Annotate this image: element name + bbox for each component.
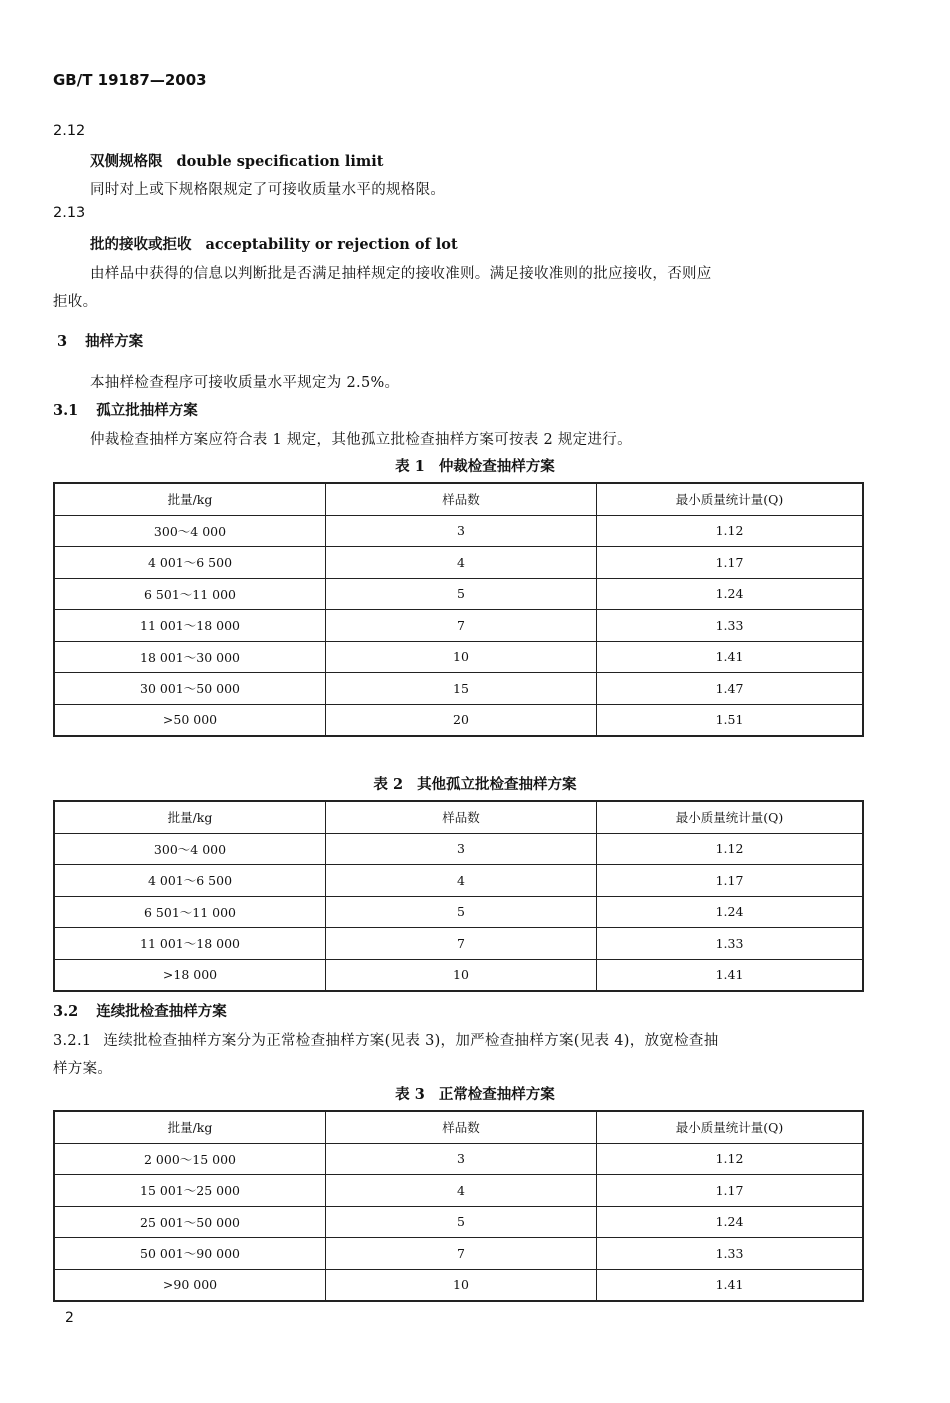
table-cell: 300～4 000 [54, 833, 326, 865]
table-cell: 10 [326, 641, 597, 673]
table-1-number: 表 1 [395, 458, 425, 475]
table-cell: 3 [326, 833, 597, 865]
table-cell: 5 [326, 896, 597, 928]
table-cell: 5 [326, 578, 597, 610]
table-cell: 1.17 [597, 865, 864, 897]
section-3-2-1-text: 连续批检查抽样方案分为正常检查抽样方案(见表 3)，加严检查抽样方案(见表 4)，放宽检查抽 [103, 1033, 719, 1049]
table-row [54, 865, 863, 897]
table-1-title: 仲裁检查抽样方案 [438, 458, 555, 475]
table-cell: 2 000～15 000 [54, 1143, 326, 1175]
table-row [54, 704, 863, 736]
section-2-13-number: 2.13 [53, 205, 86, 221]
section-3-heading [57, 330, 143, 351]
table-cell: >18 000 [54, 959, 326, 991]
column-header: 样品数 [326, 1111, 597, 1143]
table-row [54, 547, 863, 579]
table-cell: 15 001～25 000 [54, 1175, 326, 1207]
table-cell: 3 [326, 1143, 597, 1175]
table-cell: 6 501～11 000 [54, 578, 326, 610]
table-row [54, 610, 863, 642]
table-row [54, 959, 863, 991]
section-3-2-1-line2: 样方案。 [53, 1061, 113, 1077]
table-2-title: 其他孤立批检查抽样方案 [417, 776, 577, 793]
table-cell: 1.17 [597, 547, 864, 579]
table-cell: 1.12 [597, 833, 864, 865]
table-header-row [54, 801, 863, 833]
column-header: 批量/kg [54, 801, 326, 833]
section-3-number: 3 [57, 333, 68, 350]
table-row [54, 1175, 863, 1207]
table-cell: >90 000 [54, 1269, 326, 1301]
table-cell: 6 501～11 000 [54, 896, 326, 928]
section-3-1-number: 3.1 [53, 402, 79, 419]
column-header: 批量/kg [54, 1111, 326, 1143]
table-3 [53, 1110, 864, 1302]
table-cell: 25 001～50 000 [54, 1206, 326, 1238]
table-1-caption [0, 455, 950, 476]
section-3-1-body: 仲裁检查抽样方案应符合表 1 规定，其他孤立批检查抽样方案可按表 2 规定进行。 [90, 432, 632, 448]
table-cell: 1.41 [597, 959, 864, 991]
table-cell: >50 000 [54, 704, 326, 736]
term-en: acceptability or rejection of lot [205, 236, 458, 253]
table-cell: 1.41 [597, 641, 864, 673]
column-header: 样品数 [326, 483, 597, 515]
section-3-2-number: 3.2 [53, 1003, 79, 1020]
document-header: GB/T 19187—2003 [53, 71, 207, 89]
table-cell: 7 [326, 610, 597, 642]
table-row [54, 928, 863, 960]
table-row [54, 673, 863, 705]
table-cell: 7 [326, 928, 597, 960]
table-cell: 4 001～6 500 [54, 547, 326, 579]
table-cell: 18 001～30 000 [54, 641, 326, 673]
table-cell: 1.33 [597, 1238, 864, 1270]
table-3-title: 正常检查抽样方案 [438, 1086, 555, 1103]
table-row [54, 896, 863, 928]
table-2-number: 表 2 [373, 776, 404, 793]
table-row [54, 578, 863, 610]
table-row [54, 1143, 863, 1175]
table-cell: 20 [326, 704, 597, 736]
table-3-caption [0, 1083, 950, 1104]
section-3-title: 抽样方案 [85, 333, 144, 350]
table-cell: 300～4 000 [54, 515, 326, 547]
table-row [54, 833, 863, 865]
table-cell: 1.33 [597, 610, 864, 642]
table-cell: 50 001～90 000 [54, 1238, 326, 1270]
table-cell: 1.51 [597, 704, 864, 736]
table-row [54, 1269, 863, 1301]
table-2-caption [0, 773, 950, 794]
section-3-2-1-number: 3.2.1 [53, 1033, 92, 1049]
section-3-1-title: 孤立批抽样方案 [96, 402, 198, 419]
term-en: double specification limit [176, 153, 384, 170]
table-cell: 1.24 [597, 578, 864, 610]
table-cell: 10 [326, 1269, 597, 1301]
page-number: 2 [65, 1310, 74, 1326]
section-2-13-term [90, 233, 458, 254]
table-cell: 1.33 [597, 928, 864, 960]
table-cell: 4 001～6 500 [54, 865, 326, 897]
section-2-12-term [90, 150, 383, 171]
table-cell: 10 [326, 959, 597, 991]
section-2-12-number: 2.12 [53, 123, 86, 139]
table-cell: 11 001～18 000 [54, 610, 326, 642]
section-3-2-1-line1 [53, 1029, 719, 1050]
section-3-1-heading [53, 399, 198, 420]
table-2 [53, 800, 864, 992]
table-cell: 4 [326, 865, 597, 897]
table-row [54, 1206, 863, 1238]
term-cn: 批的接收或拒收 [90, 236, 192, 253]
column-header: 最小质量统计量(Q) [597, 483, 864, 515]
table-cell: 11 001～18 000 [54, 928, 326, 960]
table-row [54, 641, 863, 673]
section-3-2-heading [53, 1000, 227, 1021]
table-cell: 1.17 [597, 1175, 864, 1207]
table-cell: 5 [326, 1206, 597, 1238]
table-header-row [54, 1111, 863, 1143]
column-header: 样品数 [326, 801, 597, 833]
table-row [54, 515, 863, 547]
table-1 [53, 482, 864, 737]
table-cell: 1.47 [597, 673, 864, 705]
section-3-body: 本抽样检查程序可接收质量水平规定为 2.5%。 [90, 375, 400, 391]
table-cell: 1.12 [597, 515, 864, 547]
column-header: 批量/kg [54, 483, 326, 515]
table-cell: 1.12 [597, 1143, 864, 1175]
column-header: 最小质量统计量(Q) [597, 801, 864, 833]
section-2-13-definition-line2: 拒收。 [53, 294, 98, 310]
table-cell: 4 [326, 547, 597, 579]
term-cn: 双侧规格限 [90, 153, 163, 170]
table-header-row [54, 483, 863, 515]
table-row [54, 1238, 863, 1270]
section-2-12-definition: 同时对上或下规格限规定了可接收质量水平的规格限。 [90, 182, 446, 198]
table-cell: 7 [326, 1238, 597, 1270]
table-cell: 3 [326, 515, 597, 547]
section-3-2-title: 连续批检查抽样方案 [96, 1003, 227, 1020]
table-cell: 1.24 [597, 1206, 864, 1238]
table-cell: 15 [326, 673, 597, 705]
table-cell: 1.41 [597, 1269, 864, 1301]
table-cell: 30 001～50 000 [54, 673, 326, 705]
table-cell: 1.24 [597, 896, 864, 928]
section-2-13-definition-line1: 由样品中获得的信息以判断批是否满足抽样规定的接收准则。满足接收准则的批应接收，否则应 [90, 266, 712, 282]
column-header: 最小质量统计量(Q) [597, 1111, 864, 1143]
table-3-number: 表 3 [395, 1086, 425, 1103]
table-cell: 4 [326, 1175, 597, 1207]
